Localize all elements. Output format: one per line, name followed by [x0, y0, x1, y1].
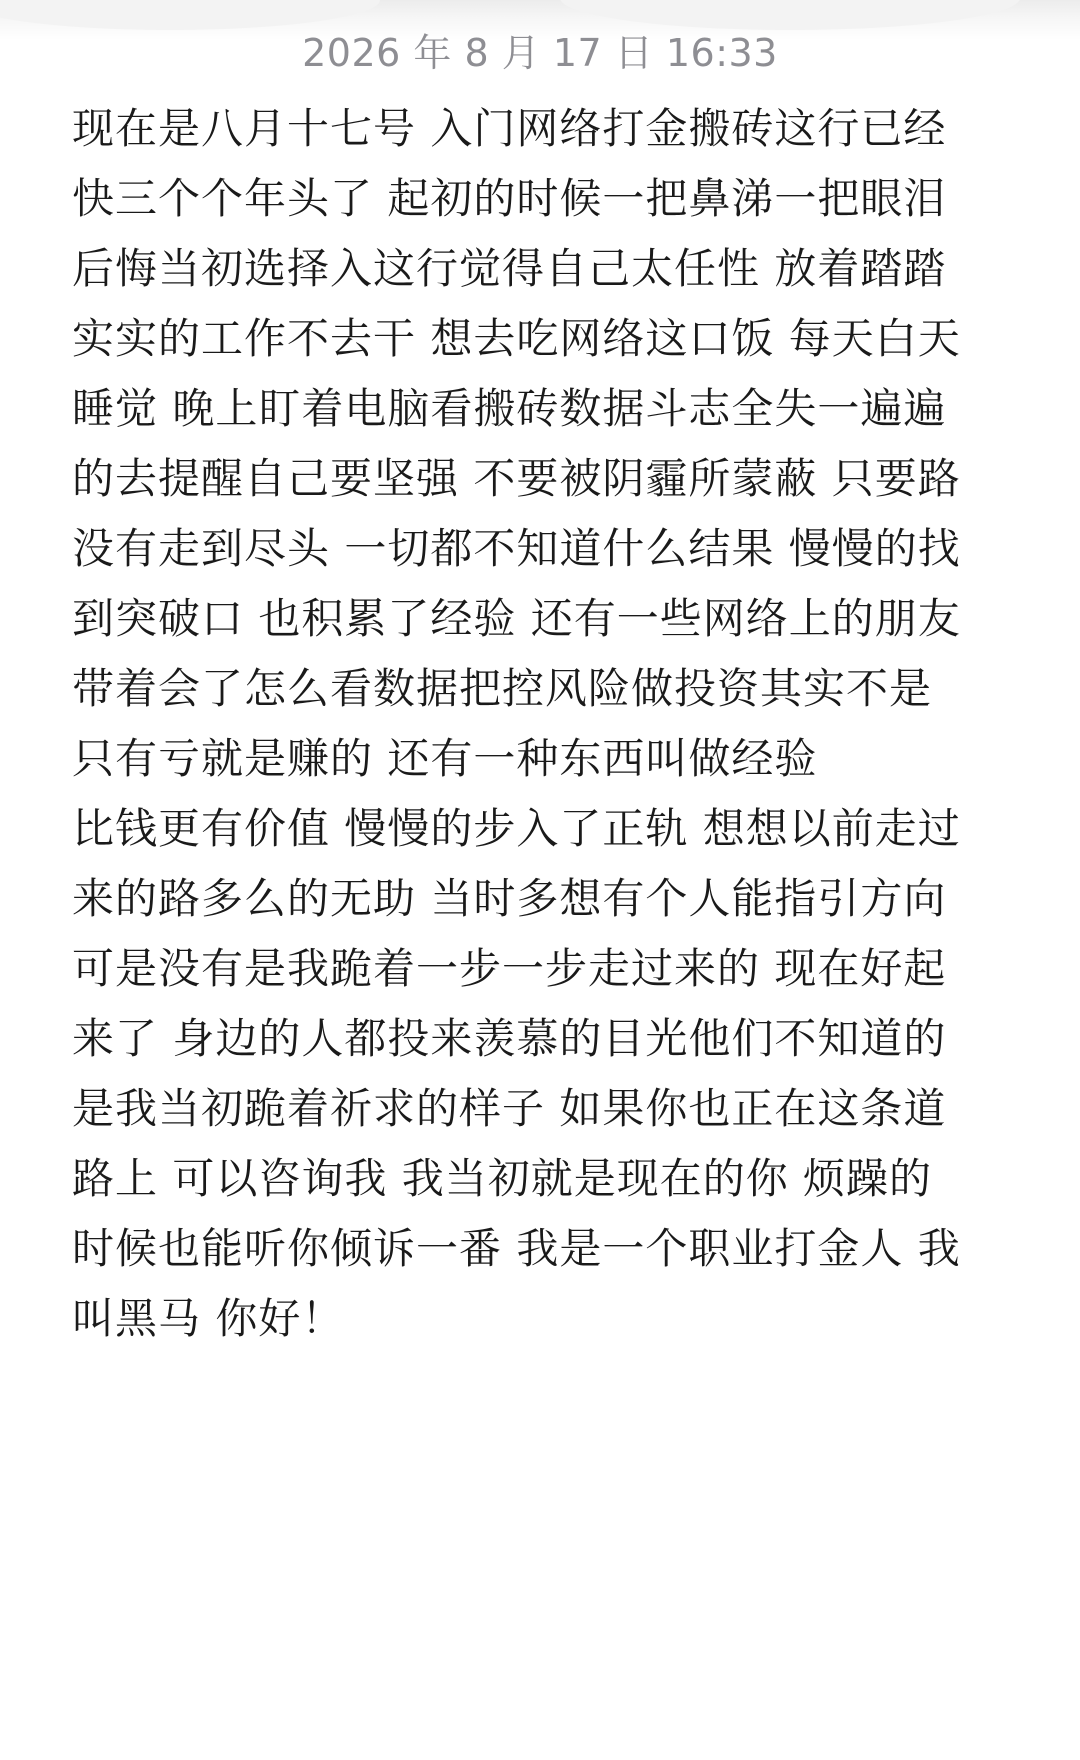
note-line: 比钱更有价值 慢慢的步入了正轨 想想以前走过: [72, 804, 961, 853]
note-line: 到突破口 也积累了经验 还有一些网络上的朋友: [72, 594, 961, 643]
note-line: 来了 身边的人都投来羡慕的目光他们不知道的: [72, 1014, 947, 1063]
note-line: 只有亏就是赚的 还有一种东西叫做经验: [72, 734, 818, 783]
note-line: 现在是八月十七号 入门网络打金搬砖这行已经: [72, 104, 947, 153]
note-line: 后悔当初选择入这行觉得自己太任性 放着踏踏: [72, 244, 947, 293]
note-line: 是我当初跪着祈求的样子 如果你也正在这条道: [72, 1084, 947, 1133]
note-line: 睡觉 晚上盯着电脑看搬砖数据斗志全失一遍遍: [72, 384, 947, 433]
note-body[interactable]: [72, 94, 1012, 1354]
note-line: 可是没有是我跪着一步一步走过来的 现在好起: [72, 944, 947, 993]
note-line: 路上 可以咨询我 我当初就是现在的你 烦躁的: [72, 1154, 933, 1203]
note-line: 叫黑马 你好！: [72, 1294, 345, 1343]
note-line: 实实的工作不去干 想去吃网络这口饭 每天白天: [72, 314, 961, 363]
note-line: 快三个个年头了 起初的时候一把鼻涕一把眼泪: [72, 174, 947, 223]
note-line: 没有走到尽头 一切都不知道什么结果 慢慢的找: [72, 524, 961, 573]
note-line: 来的路多么的无助 当时多想有个人能指引方向: [72, 874, 947, 923]
note-line: 时候也能听你倾诉一番 我是一个职业打金人 我: [72, 1224, 961, 1273]
note-timestamp: 2026 年 8 月 17 日 16:33: [302, 31, 778, 75]
note-line: 的去提醒自己要坚强 不要被阴霾所蒙蔽 只要路: [72, 454, 961, 503]
note-line: 带着会了怎么看数据把控风险做投资其实不是: [72, 664, 933, 713]
